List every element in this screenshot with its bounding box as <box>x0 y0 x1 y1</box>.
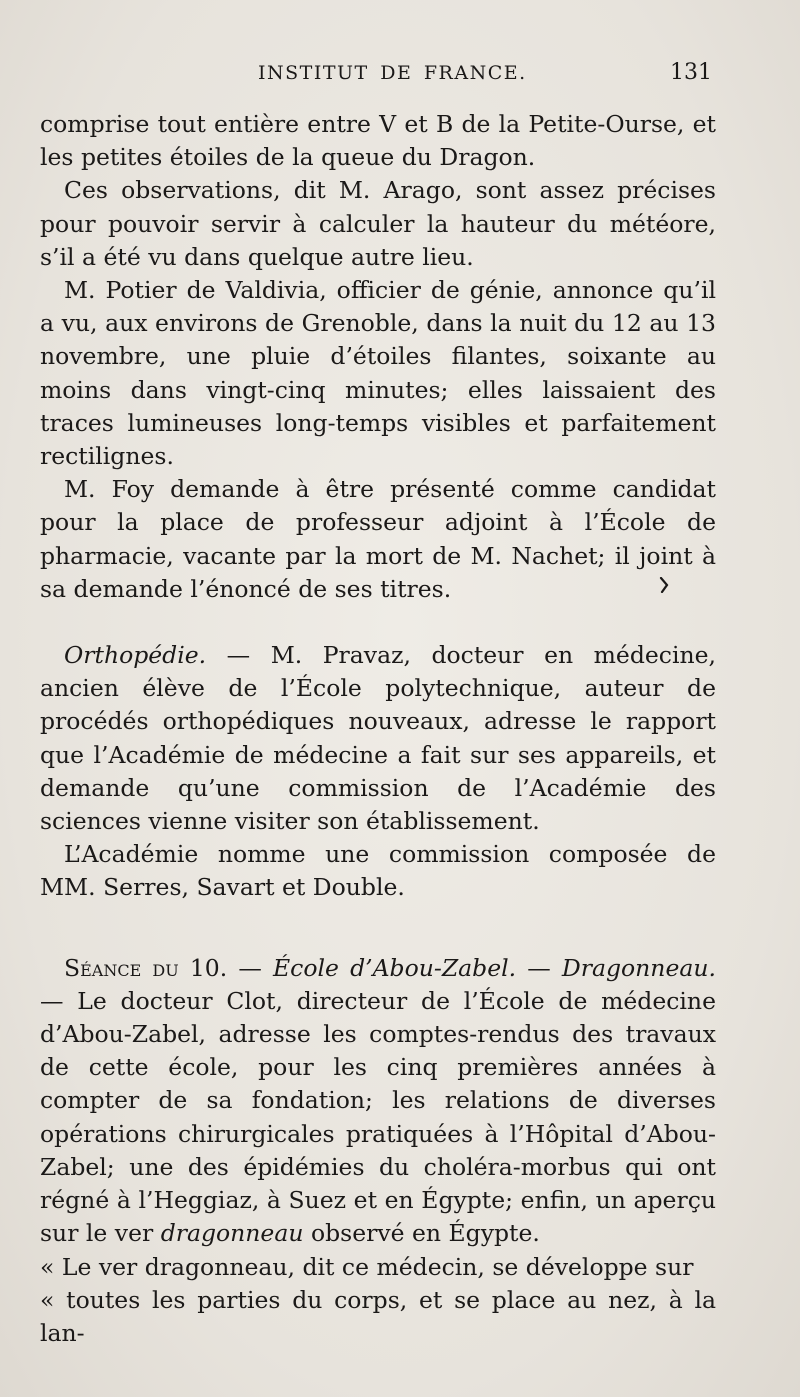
page-body <box>40 108 716 1350</box>
seance-label: Séance du 10. <box>64 953 228 982</box>
em-dash: — <box>206 641 271 670</box>
paragraph-commission: L’Académie nomme une commission composée de MM. Serres, Savart et Double. <box>40 840 716 902</box>
paragraph-continuation: comprise tout entière entre V et B de la Petite-Ourse, et les petites étoiles de la queue du Dragon. <box>40 110 716 172</box>
seance-italic-word: dragonneau <box>160 1219 304 1248</box>
seance-place: École d’Abou-Zabel. <box>273 953 517 982</box>
seance-text-end: observé en Égypte. <box>303 1219 540 1248</box>
paragraph-orthopedie <box>40 639 716 838</box>
em-dash: — <box>227 953 274 982</box>
paragraph-potier: M. Potier de Valdivia, officier de génie, annonce qu’il a vu, aux environs de Grenoble, dans la nuit du 12 au 13 novembre, une pluie d’étoiles filantes, soixante au moins dans vingt-cinq minutes; elles laissaient des traces lumineuses long-temps visibles et parfaitement rectilignes. <box>40 276 716 471</box>
seance-topic: Dragonneau. <box>561 953 716 982</box>
section-heading-orthopedie: Orthopédie. <box>64 641 207 670</box>
em-dash: — <box>516 953 562 982</box>
orthopedie-text: M. Pravaz, docteur en médecine, ancien élève de l’École polytechnique, auteur de procédés orthopédiques nouveaux, adresse le rapport que l’Académie de médecine a fait sur ses appareils, et demande qu’une commission de l’Académie des sciences vienne visiter son établissement. <box>40 641 716 836</box>
quote-line: « Le ver dragonneau, dit ce médecin, se développe sur <box>40 1252 694 1281</box>
paragraph-seance <box>40 952 716 1251</box>
running-title: INSTITUT DE FRANCE. <box>258 62 527 84</box>
em-dash: — <box>40 986 78 1015</box>
page-number: 131 <box>670 60 712 85</box>
seance-text: Le docteur Clot, directeur de l’École de médecine d’Abou-Zabel, adresse les comptes-rendus des travaux de cette école, pour les cinq premières années à compter de sa fondation; les relations de diverses opérations chirurgicales pratiquées à l’Hôpital d’Abou-Zabel; une des épidémies du choléra-morbus qui ont régné à l’Heggiaz, à Suez et en Égypte; enfin, un aperçu sur le ver <box>40 986 716 1248</box>
page-header <box>0 62 800 92</box>
paragraph-arago: Ces observations, dit M. Arago, sont assez précises pour pouvoir servir à calculer la hauteur du météore, s’il a été vu dans quelque autre lieu. <box>40 176 716 271</box>
paragraph-foy: M. Foy demande à être présenté comme candidat pour la place de professeur adjoint à l’École de pharmacie, vacante par la mort de M. Nachet; il joint à sa demande l’énoncé de ses titres. <box>40 475 716 603</box>
quote-line: « toutes les parties du corps, et se place au nez, à la lan- <box>40 1285 716 1347</box>
